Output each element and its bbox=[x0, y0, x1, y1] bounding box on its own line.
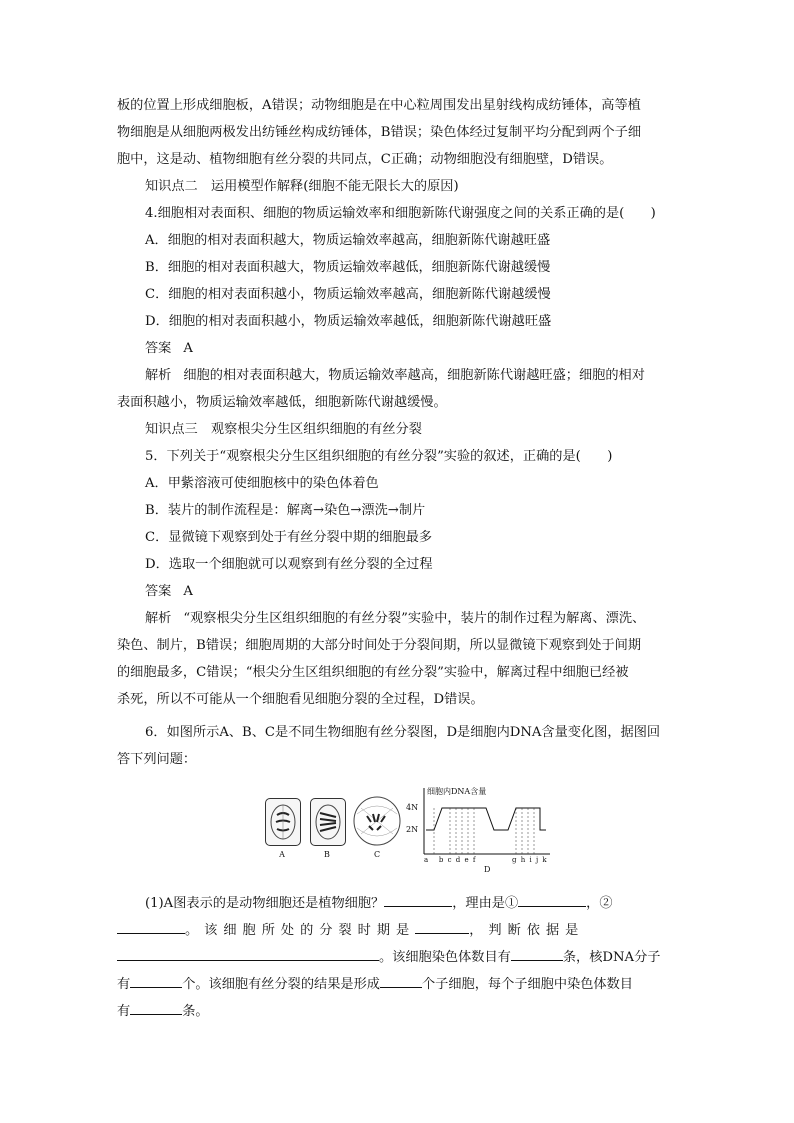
cell-b-diagram bbox=[310, 798, 346, 846]
text-segment: 有 bbox=[117, 1004, 131, 1019]
question-5-analysis-cont: 染色、制片，B错误；细胞周期的大部分时间处于分裂间期，所以显微镜下观察到处于间期 bbox=[117, 638, 641, 653]
x-ticks-a-f bbox=[424, 856, 476, 864]
x-tick: k bbox=[542, 856, 548, 864]
cell-c-diagram bbox=[351, 794, 403, 848]
answer-blank[interactable] bbox=[130, 973, 182, 988]
paragraph-line: 板的位置上形成细胞板，A错误；动物细胞是在中心粒周围发出星射线构成纺锤体，高等植 bbox=[117, 98, 641, 113]
text-segment: 个子细胞，每个子细胞中染色体数目 bbox=[422, 977, 633, 992]
analysis-label: 解析 bbox=[145, 611, 172, 626]
answer-blank[interactable] bbox=[518, 892, 586, 907]
answer-blank[interactable] bbox=[511, 946, 563, 961]
sub-question-1-line-5 bbox=[117, 1000, 209, 1021]
y-tick-4n: 4N bbox=[406, 803, 419, 812]
question-4-option-c: C．细胞的相对表面积越小，物质运输效率越高，细胞新陈代谢越缓慢 bbox=[145, 287, 551, 302]
x-tick: d bbox=[455, 856, 462, 864]
question-4-option-b: B．细胞的相对表面积越大，物质运输效率越低，细胞新陈代谢越缓慢 bbox=[145, 260, 551, 275]
question-5-option-b: B．装片的制作流程是：解离→染色→漂洗→制片 bbox=[145, 503, 426, 518]
x-tick: e bbox=[464, 856, 470, 864]
text-segment: 条，核DNA分子 bbox=[562, 950, 661, 965]
text-segment: ，理由是① bbox=[452, 896, 519, 911]
y-tick-2n: 2N bbox=[406, 825, 419, 834]
text-segment: 。该细胞染色体数目有 bbox=[379, 950, 511, 965]
answer-blank[interactable] bbox=[130, 1000, 182, 1015]
x-tick: j bbox=[535, 856, 540, 864]
section-heading-3: 知识点三 观察根尖分生区组织细胞的有丝分裂 bbox=[145, 422, 422, 437]
text-segment: 。该细胞所处的分裂时期是 bbox=[185, 923, 416, 938]
x-ticks-g-k bbox=[512, 856, 548, 864]
answer-blank[interactable] bbox=[380, 973, 422, 988]
question-5-analysis bbox=[145, 610, 645, 628]
answer-blank[interactable] bbox=[384, 892, 452, 907]
question-4-answer bbox=[145, 340, 193, 358]
cell-b-label: B bbox=[324, 850, 330, 859]
text-segment: 条。 bbox=[182, 1004, 209, 1019]
sub-question-1-line-2 bbox=[117, 919, 584, 940]
text-segment: ，判断依据是 bbox=[469, 923, 585, 938]
question-5-option-c: C．显微镜下观察到处于有丝分裂中期的细胞最多 bbox=[145, 530, 433, 545]
answer-blank[interactable] bbox=[117, 919, 185, 934]
graph-title: 细胞内DNA含量 bbox=[427, 787, 487, 796]
x-tick: f bbox=[472, 856, 477, 864]
text-segment: ，② bbox=[586, 896, 613, 911]
section-heading-2: 知识点二 运用模型作解释(细胞不能无限长大的原因) bbox=[145, 179, 459, 194]
cell-a-label: A bbox=[279, 850, 285, 859]
analysis-text: 细胞的相对表面积越大，物质运输效率越高，细胞新陈代谢越旺盛；细胞的相对 bbox=[183, 368, 645, 383]
answer-label: 答案 bbox=[145, 341, 172, 356]
question-5-analysis-cont: 杀死，所以不可能从一个细胞看见细胞分裂的全过程，D错误。 bbox=[117, 692, 484, 707]
answer-blank[interactable] bbox=[415, 919, 469, 934]
question-5-option-a: A．甲紫溶液可使细胞核中的染色体着色 bbox=[145, 476, 379, 491]
question-4-stem: 4.细胞相对表面积、细胞的物质运输效率和细胞新陈代谢强度之间的关系正确的是( ) bbox=[145, 206, 656, 221]
answer-value: A bbox=[183, 584, 193, 599]
question-5-stem: 5．下列关于“观察根尖分生区组织细胞的有丝分裂”实验的叙述，正确的是( ) bbox=[145, 449, 613, 464]
question-4-analysis bbox=[145, 367, 645, 385]
text-segment: 有 bbox=[117, 977, 131, 992]
question-4-analysis-cont: 表面积越小，物质运输效率越低，细胞新陈代谢越缓慢。 bbox=[117, 395, 447, 410]
x-tick: h bbox=[520, 856, 527, 864]
answer-label: 答案 bbox=[145, 584, 172, 599]
x-tick: b bbox=[438, 856, 445, 864]
analysis-label: 解析 bbox=[145, 368, 172, 383]
paragraph-line: 胞中，这是动、植物细胞有丝分裂的共同点，C正确；动物细胞没有细胞壁，D错误。 bbox=[117, 152, 613, 167]
question-5-analysis-cont: 的细胞最多，C错误；“根尖分生区组织细胞的有丝分裂”实验中，解离过程中细胞已经被 bbox=[117, 665, 629, 680]
dna-graph bbox=[404, 784, 552, 876]
x-tick: g bbox=[512, 856, 518, 864]
x-tick: i bbox=[529, 856, 533, 864]
cell-c-label: C bbox=[373, 850, 381, 859]
question-5-answer bbox=[145, 583, 193, 601]
answer-blank[interactable] bbox=[117, 946, 379, 961]
question-4-option-d: D．细胞的相对表面积越小，物质运输效率越低，细胞新陈代谢越旺盛 bbox=[145, 314, 552, 329]
cell-a-diagram bbox=[265, 798, 301, 846]
question-6-stem-cont: 答下列问题： bbox=[117, 752, 197, 767]
analysis-text: “观察根尖分生区组织细胞的有丝分裂”实验中，装片的制作过程为解离、漂洗、 bbox=[183, 611, 646, 626]
mitosis-figure bbox=[262, 784, 552, 876]
sub-question-1-line-4 bbox=[117, 973, 633, 994]
paragraph-line: 物细胞是从细胞两极发出纺锤丝构成纺锤体，B错误；染色体经过复制平均分配到两个子细 bbox=[117, 125, 641, 140]
question-4-option-a: A．细胞的相对表面积越大，物质运输效率越高，细胞新陈代谢越旺盛 bbox=[145, 233, 551, 248]
graph-d-label: D bbox=[484, 865, 491, 874]
question-6-stem: 6．如图所示A、B、C是不同生物细胞有丝分裂图，D是细胞内DNA含量变化图，据图回 bbox=[145, 725, 661, 740]
sub-question-1-line-1 bbox=[145, 892, 613, 913]
question-5-option-d: D．选取一个细胞就可以观察到有丝分裂的全过程 bbox=[145, 557, 433, 572]
x-tick: a bbox=[424, 856, 430, 864]
text-segment: (1)A图表示的是动物细胞还是植物细胞？ bbox=[145, 896, 385, 911]
answer-value: A bbox=[183, 341, 193, 356]
x-tick: c bbox=[447, 856, 453, 864]
text-segment: 个。该细胞有丝分裂的结果是形成 bbox=[182, 977, 380, 992]
sub-question-1-line-3 bbox=[117, 946, 660, 967]
